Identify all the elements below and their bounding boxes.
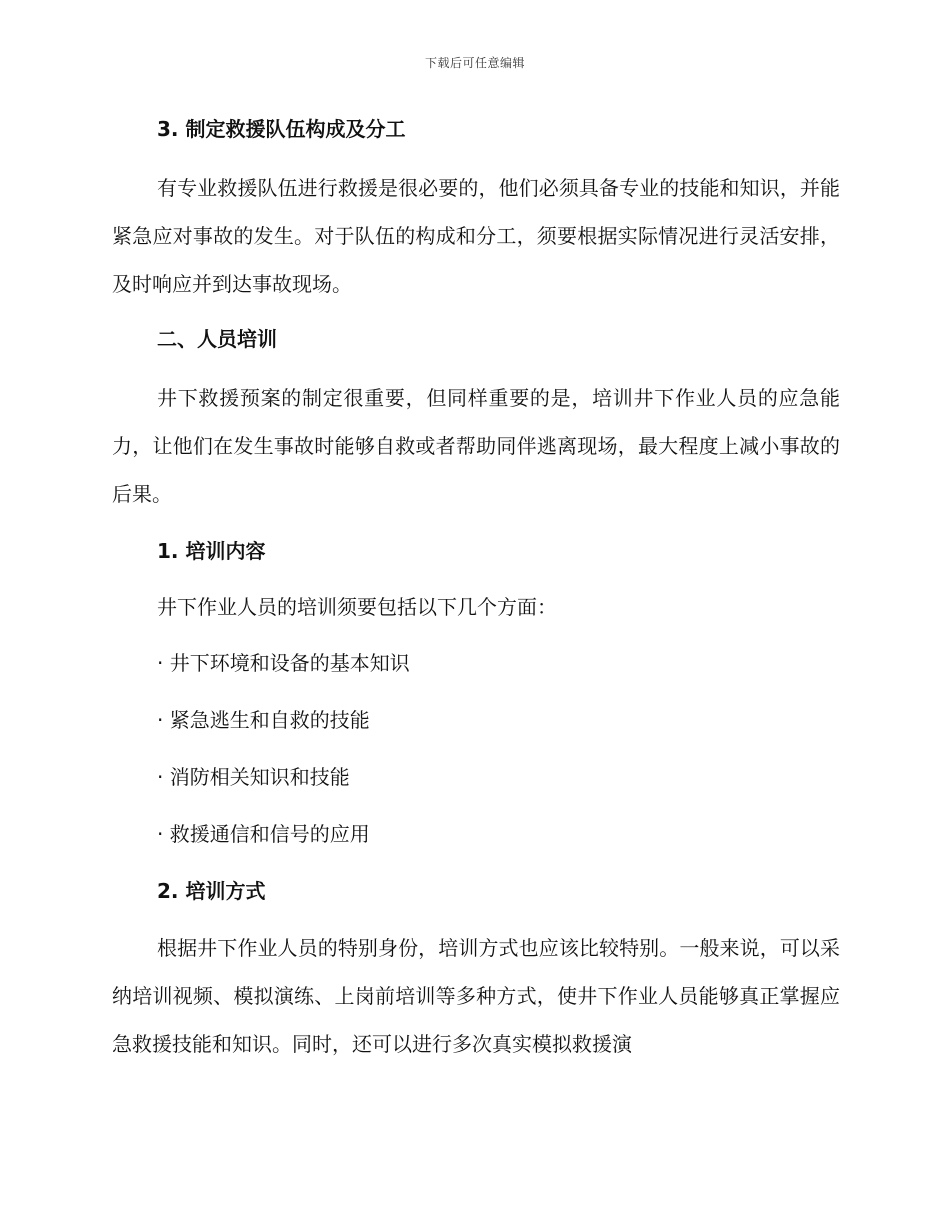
- list-item: · 井下环境和设备的基本知识: [157, 651, 410, 675]
- list-item: · 消防相关知识和技能: [157, 765, 350, 789]
- heading-personnel-training: 二、人员培训: [157, 327, 277, 351]
- document-body: [112, 112, 840, 1068]
- page-header: 下载后可任意编辑: [424, 56, 525, 70]
- heading-training-method: 2. 培训方式: [157, 879, 266, 903]
- paragraph-training-method: 根据井下作业人员的特别身份，培训方式也应该比较特别。一般来说，可以采纳培训视频、模拟演练、上岗前培训等多种方式，使井下作业人员能够真正掌握应急救援技能和知识。同时，还可以进行多次真实模拟救援演: [112, 936, 840, 1056]
- list-item: · 救援通信和信号的应用: [157, 822, 370, 846]
- paragraph-training-content-intro: 井下作业人员的培训须要包括以下几个方面：: [157, 595, 557, 619]
- paragraph-team-structure: 有专业救援队伍进行救援是很必要的，他们必须具备专业的技能和知识，并能紧急应对事故的发生。对于队伍的构成和分工，须要根据实际情况进行灵活安排，及时响应并到达事故现场。: [112, 176, 840, 296]
- list-item: · 紧急逃生和自救的技能: [157, 708, 370, 732]
- paragraph-personnel-training: 井下救援预案的制定很重要，但同样重要的是，培训井下作业人员的应急能力，让他们在发生事故时能够自救或者帮助同伴逃离现场，最大程度上减小事故的后果。: [112, 386, 840, 506]
- heading-team-structure: 3. 制定救援队伍构成及分工: [157, 117, 406, 141]
- heading-training-content: 1. 培训内容: [157, 539, 266, 563]
